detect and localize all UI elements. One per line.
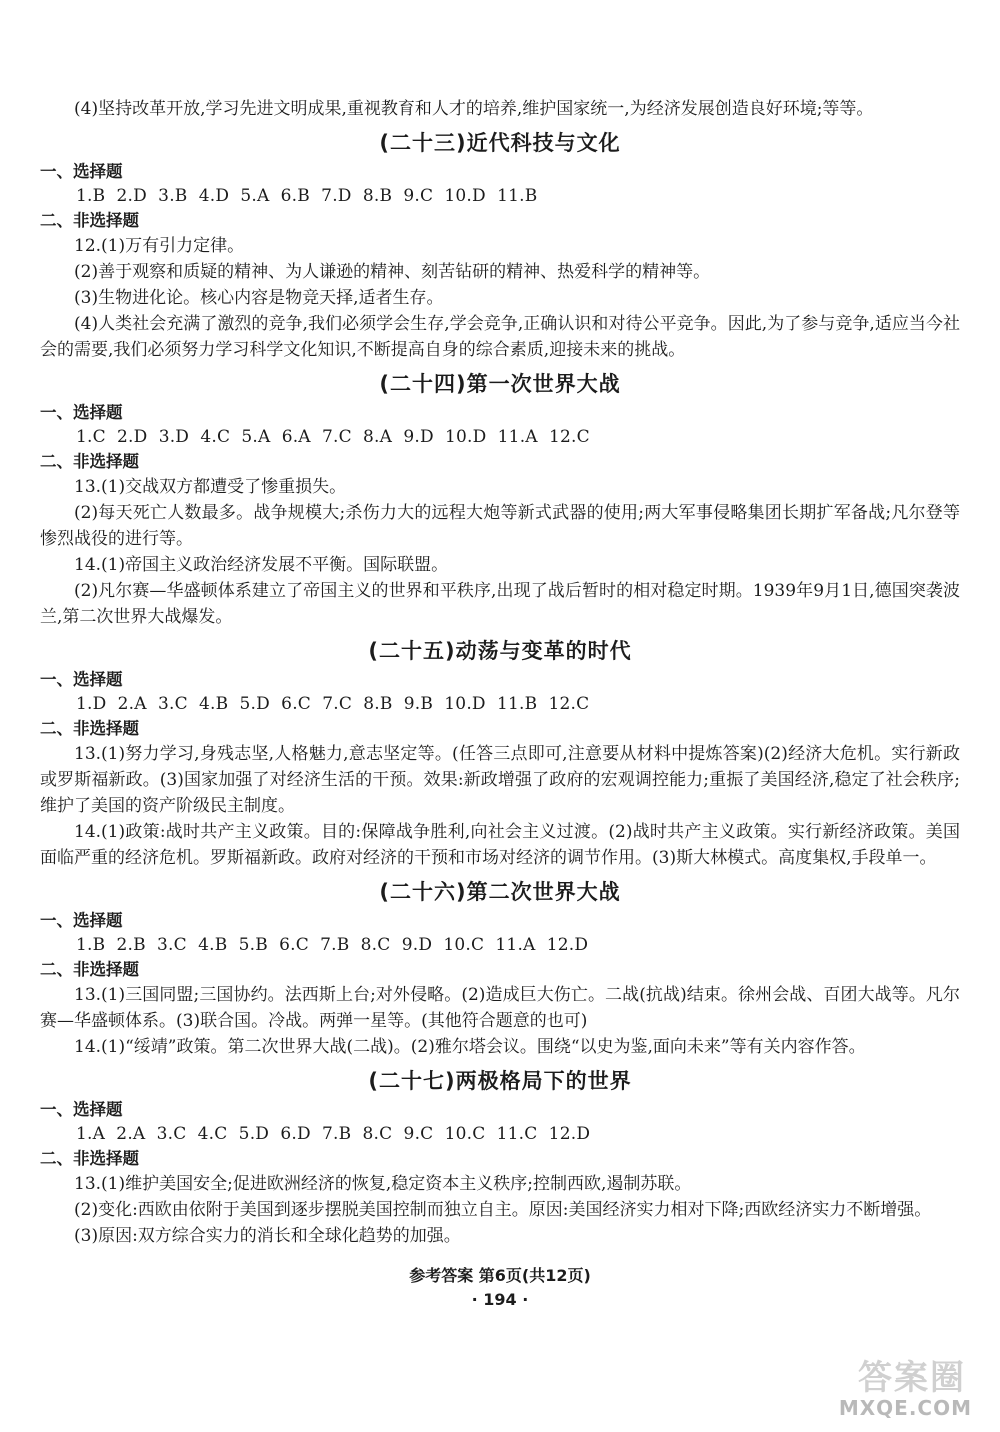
footer-page-number: · 194 ·: [471, 1290, 529, 1309]
choice-answers: 1.C 2.D 3.D 4.C 5.A 6.A 7.C 8.A 9.D 10.D 11.A 12.C: [76, 427, 590, 447]
answer-paragraph: 13.(1)交战双方都遭受了惨重损失。: [74, 477, 347, 497]
nonchoice-heading: 二、非选择题: [40, 960, 139, 979]
section: [40, 634, 960, 871]
answer-paragraph: 13.(1)三国同盟;三国协约。法西斯上台;对外侵略。(2)造成巨大伤亡。二战(抗战)结束。徐州会战、百团大战等。凡尔赛—华盛顿体系。(3)联合国。冷战。两弹一星等。(其他符合题意的也可): [40, 985, 960, 1031]
choice-heading: 一、选择题: [40, 911, 123, 930]
answer-paragraph: (2)变化:西欧由依附于美国到逐步摆脱美国控制而独立自主。原因:美国经济实力相对下降;西欧经济实力不断增强。: [74, 1200, 932, 1220]
nonchoice-heading: 二、非选择题: [40, 452, 139, 471]
section-title: (二十三)近代科技与文化: [379, 131, 621, 155]
answer-paragraph: (2)凡尔赛—华盛顿体系建立了帝国主义的世界和平秩序,出现了战后暂时的相对稳定时期。1939年9月1日,德国突袭波兰,第二次世界大战爆发。: [40, 581, 960, 627]
answer-paragraph: 14.(1)“绥靖”政策。第二次世界大战(二战)。(2)雅尔塔会议。围绕“以史为鉴,面向未来”等有关内容作答。: [74, 1037, 866, 1057]
answer-paragraph: 13.(1)维护美国安全;促进欧洲经济的恢复,稳定资本主义秩序;控制西欧,遏制苏联。: [74, 1174, 692, 1194]
choice-heading: 一、选择题: [40, 403, 123, 422]
nonchoice-heading: 二、非选择题: [40, 719, 139, 738]
answer-paragraph: 14.(1)帝国主义政治经济发展不平衡。国际联盟。: [74, 555, 449, 575]
choice-answers: 1.A 2.A 3.C 4.C 5.D 6.D 7.B 8.C 9.C 10.C 11.C 12.D: [76, 1124, 591, 1144]
watermark-glyphs: 答案圈: [858, 1358, 966, 1398]
section: [40, 875, 960, 1060]
choice-answers: 1.B 2.B 3.C 4.B 5.B 6.C 7.B 8.C 9.D 10.C 11.A 12.D: [76, 935, 589, 955]
sections-container: [40, 126, 960, 1249]
choice-heading: 一、选择题: [40, 162, 123, 181]
choice-answers: 1.B 2.D 3.B 4.D 5.A 6.B 7.D 8.B 9.C 10.D 11.B: [76, 186, 538, 206]
section-title: (二十七)两极格局下的世界: [368, 1069, 632, 1093]
section-title: (二十五)动荡与变革的时代: [368, 639, 632, 663]
answer-paragraph: (3)原因:双方综合实力的消长和全球化趋势的加强。: [74, 1226, 461, 1246]
section: [40, 126, 960, 363]
watermark-text: MXQE.COM: [838, 1396, 972, 1420]
section-title: (二十六)第二次世界大战: [379, 880, 621, 904]
answer-paragraph: 13.(1)努力学习,身残志坚,人格魅力,意志坚定等。(任答三点即可,注意要从材料中提炼答案)(2)经济大危机。实行新政或罗斯福新政。(3)国家加强了对经济生活的干预。效果:新政增强了政府的宏观调控能力;重振了美国经济,稳定了社会秩序;维护了美国的资产阶级民主制度。: [40, 744, 960, 816]
section: [40, 367, 960, 630]
answer-page: [40, 96, 960, 1249]
answer-paragraph: 12.(1)万有引力定律。: [74, 236, 245, 256]
answer-paragraph: (3)生物进化论。核心内容是物竞天择,适者生存。: [74, 288, 444, 308]
intro-item-4: (4)坚持改革开放,学习先进文明成果,重视教育和人才的培养,维护国家统一,为经济发展创造良好环境;等等。: [74, 99, 874, 119]
answer-paragraph: (4)人类社会充满了激烈的竞争,我们必须学会生存,学会竞争,正确认识和对待公平竞争。因此,为了参与竞争,适应当今社会的需要,我们必须努力学习科学文化知识,不断提高自身的综合素质,迎接未来的挑战。: [40, 314, 960, 360]
answer-paragraph: 14.(1)政策:战时共产主义政策。目的:保障战争胜利,向社会主义过渡。(2)战时共产主义政策。实行新经济政策。美国面临严重的经济危机。罗斯福新政。政府对经济的干预和市场对经济的调节作用。(3)斯大林模式。高度集权,手段单一。: [40, 822, 960, 868]
footer-caption: 参考答案 第6页(共12页): [409, 1266, 591, 1285]
watermark-logo: [797, 1350, 972, 1420]
section-title: (二十四)第一次世界大战: [379, 372, 621, 396]
nonchoice-heading: 二、非选择题: [40, 211, 139, 230]
answer-paragraph: (2)每天死亡人数最多。战争规模大;杀伤力大的远程大炮等新式武器的使用;两大军事侵略集团长期扩军备战;凡尔登等惨烈战役的进行等。: [40, 503, 960, 549]
choice-heading: 一、选择题: [40, 1100, 123, 1119]
choice-answers: 1.D 2.A 3.C 4.B 5.D 6.C 7.C 8.B 9.B 10.D 11.B 12.C: [76, 694, 590, 714]
section: [40, 1064, 960, 1249]
answer-paragraph: (2)善于观察和质疑的精神、为人谦逊的精神、刻苦钻研的精神、热爱科学的精神等。: [74, 262, 711, 282]
nonchoice-heading: 二、非选择题: [40, 1149, 139, 1168]
choice-heading: 一、选择题: [40, 670, 123, 689]
